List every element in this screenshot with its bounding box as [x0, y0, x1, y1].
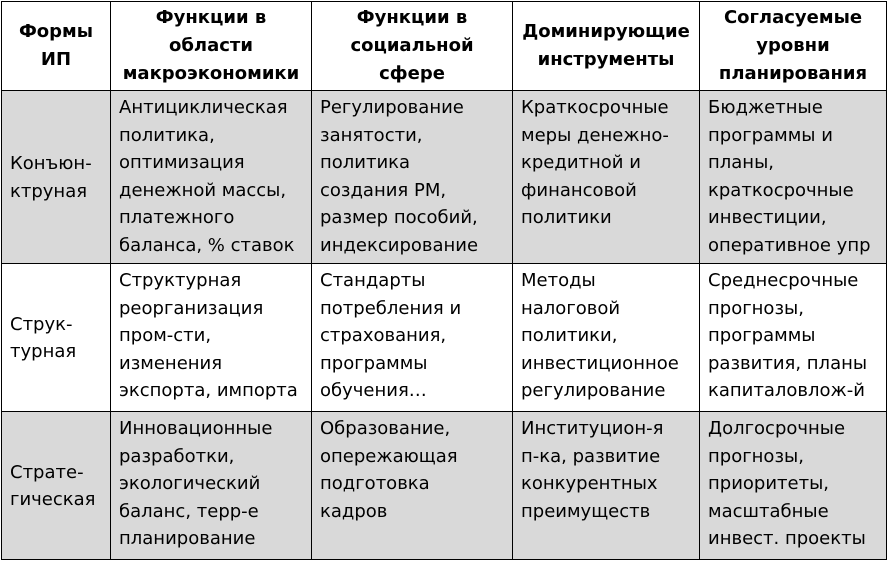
- cell-tools: Институцион-я п-ка, развитие конкурентных преимуществ: [513, 412, 700, 560]
- cell-social: Образование, опережающая подготовка кадров: [312, 412, 513, 560]
- cell-macro: Структурная реорганизация пром-сти, изменения экспорта, импорта: [111, 264, 312, 412]
- row-form-label: Конъюн- ктруная: [2, 91, 111, 264]
- table-row: [2, 91, 887, 264]
- header-macro-functions: Функции в области макроэкономики: [111, 2, 312, 91]
- cell-levels: Среднесрочные прогнозы, программы развития, планы капиталовлож-й: [700, 264, 887, 412]
- row-form-label: Струк- турная: [2, 264, 111, 412]
- header-row: [2, 2, 887, 91]
- cell-macro: Антициклическая политика, оптимизация денежной массы, платежного баланса, % ставок: [111, 91, 312, 264]
- cell-tools: Методы налоговой политики, инвестиционное регулирование: [513, 264, 700, 412]
- cell-tools: Краткосрочные меры денежно- кредитной и финансовой политики: [513, 91, 700, 264]
- cell-levels: Долгосрочные прогнозы, приоритеты, масштабные инвест. проекты: [700, 412, 887, 560]
- cell-social: Стандарты потребления и страхования, программы обучения…: [312, 264, 513, 412]
- header-forms: Формы ИП: [2, 2, 111, 91]
- ip-forms-table: [1, 1, 887, 560]
- cell-macro: Инновационные разработки, экологический баланс, терр-е планирование: [111, 412, 312, 560]
- cell-social: Регулирование занятости, политика создания РМ, размер пособий, индексирование: [312, 91, 513, 264]
- cell-levels: Бюджетные программы и планы, краткосрочные инвестиции, оперативное упр: [700, 91, 887, 264]
- header-social-functions: Функции в социальной сфере: [312, 2, 513, 91]
- table-row: [2, 412, 887, 560]
- header-planning-levels: Согласуемые уровни планирования: [700, 2, 887, 91]
- row-form-label: Страте- гическая: [2, 412, 111, 560]
- header-dominant-tools: Доминирующие инструменты: [513, 2, 700, 91]
- table-row: [2, 264, 887, 412]
